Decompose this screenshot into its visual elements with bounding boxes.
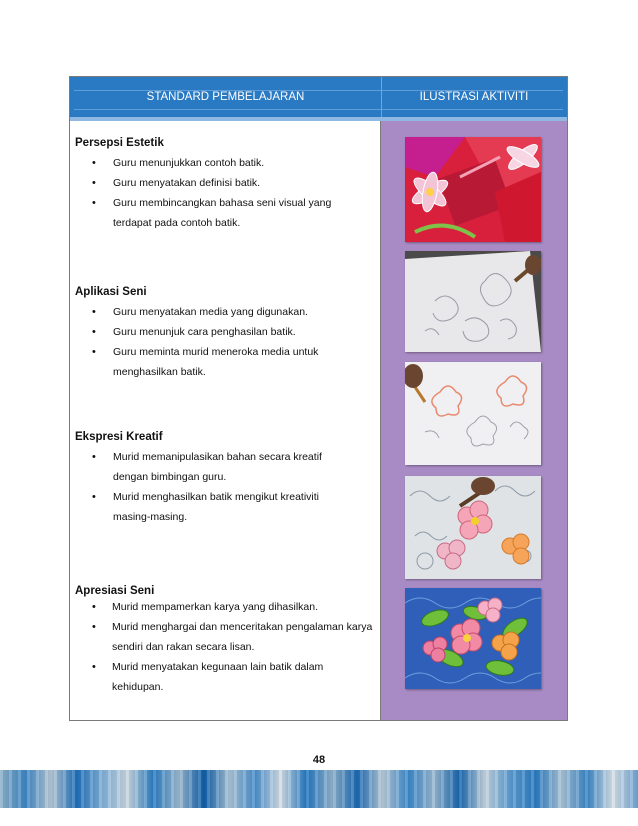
list-item: • Guru meminta murid meneroka media untuk menghasilkan batik. [75,342,375,382]
section-list [75,302,375,382]
section-title: Ekspresi Kreatif [75,431,163,443]
standard-column [70,121,381,720]
header-ilustrasi-aktiviti: ILUSTRASI AKTIVITI [419,91,529,103]
list-item: • Guru menunjukkan contoh batik. [75,153,375,173]
section-aplikasi-seni [75,286,375,382]
list-item: • Guru menunjuk cara penghasilan batik. [75,322,375,342]
list-item: • Murid memanipulasikan bahan secara kreatif dengan bimbingan guru. [75,447,375,487]
list-item: • Murid mempamerkan karya yang dihasilkan. [75,597,375,617]
table-header [70,77,567,117]
list-item: • Murid menghasilkan batik mengikut kreativiti masing-masing. [75,487,375,527]
list-item: • Murid menyatakan kegunaan lain batik dalam kehidupan. [75,657,375,697]
list-item: • Guru membincangkan bahasa seni visual yang terdapat pada contoh batik. [75,193,375,233]
section-ekspresi-kreatif [75,431,375,527]
section-list [75,447,375,527]
section-title: Persepsi Estetik [75,137,164,149]
activity-table [69,76,568,721]
decorative-footer-strip [0,770,638,808]
header-standard-pembelajaran: STANDARD PEMBELAJARAN [70,77,382,117]
illustration-column [381,121,567,720]
pencil-sketch-photo [405,251,541,352]
section-apresiasi-seni [75,585,375,697]
list-item: • Guru menyatakan media yang digunakan. [75,302,375,322]
wax-outline-photo [405,362,541,465]
section-list [75,153,375,233]
batik-fabric-photo [405,137,541,242]
section-title: Apresiasi Seni [75,585,155,597]
list-item: • Murid menghargai dan menceritakan pengalaman karya sendiri dan rakan secara lisan. [75,617,375,657]
page-number: 48 [312,754,326,766]
coloring-batik-photo [405,476,541,579]
finished-batik-photo [405,588,541,689]
section-list [75,597,375,697]
list-item: • Guru menyatakan definisi batik. [75,173,375,193]
section-title: Aplikasi Seni [75,286,147,298]
section-persepsi-estetik [75,137,375,233]
